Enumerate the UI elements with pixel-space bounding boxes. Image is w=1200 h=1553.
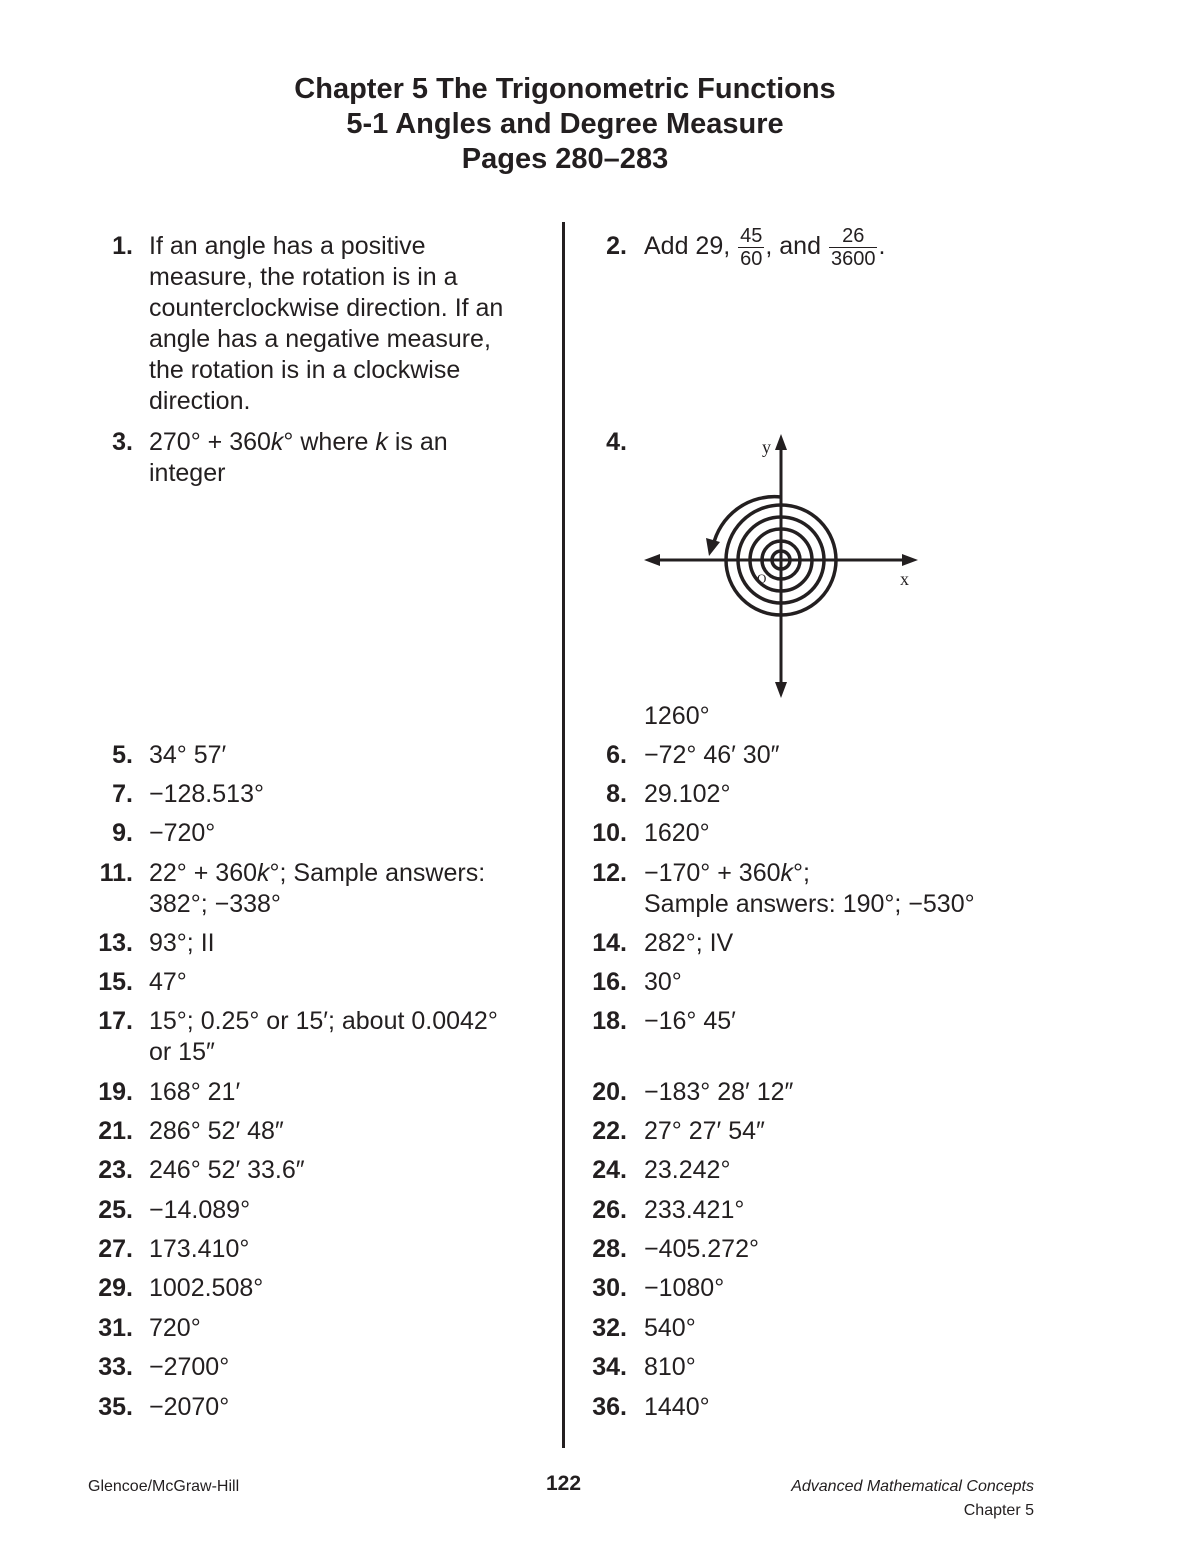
answer-text: Sample answers: 190°; −530°: [644, 890, 975, 918]
origin-label: O: [757, 571, 767, 586]
answer-number: 8.: [606, 780, 627, 808]
answer-number: 28.: [592, 1235, 627, 1263]
answer-text: −2700°: [149, 1353, 230, 1381]
x-axis-label: x: [900, 569, 909, 589]
answer-number: 4.: [606, 428, 627, 456]
answer-number: 27.: [98, 1235, 133, 1263]
answer-number: 35.: [98, 1393, 133, 1421]
answer-text: 1002.508°: [149, 1274, 264, 1302]
x-axis-right-arrow: [902, 554, 918, 566]
answer-number: 6.: [606, 741, 627, 769]
answer-text: 233.421°: [644, 1196, 745, 1224]
answer-number: 29.: [98, 1274, 133, 1302]
answer-text: If an angle has a positive: [149, 232, 426, 260]
answer-text: or 15″: [149, 1038, 215, 1066]
answer-text: 15°; 0.25° or 15′; about 0.0042°: [149, 1007, 498, 1035]
page-header: [0, 72, 1130, 177]
answer-text: direction.: [149, 387, 251, 415]
answer-text: 1620°: [644, 819, 710, 847]
answer-text: 27° 27′ 54″: [644, 1117, 765, 1145]
answer-number: 14.: [592, 929, 627, 957]
answer-text: 246° 52′ 33.6″: [149, 1156, 305, 1184]
answer-number: 21.: [98, 1117, 133, 1145]
answer-text: 173.410°: [149, 1235, 250, 1263]
answer-text: 34° 57′: [149, 741, 227, 769]
answer-number: 36.: [592, 1393, 627, 1421]
answer-text: 168° 21′: [149, 1078, 241, 1106]
answer-number: 33.: [98, 1353, 133, 1381]
answer-number: 12.: [592, 859, 627, 887]
answer-number: 19.: [98, 1078, 133, 1106]
answer-number: 15.: [98, 968, 133, 996]
answer-number: 26.: [592, 1196, 627, 1224]
rotation-arrowhead: [706, 538, 720, 556]
answer-number: 16.: [592, 968, 627, 996]
answer-text: 23.242°: [644, 1156, 731, 1184]
answer-text: 22° + 360k°; Sample answers:: [149, 859, 486, 887]
answer-text: angle has a negative measure,: [149, 325, 491, 353]
answer-number: 31.: [98, 1314, 133, 1342]
answer-number: 24.: [592, 1156, 627, 1184]
footer-publisher: Glencoe/McGraw-Hill: [88, 1478, 240, 1495]
answer-number: 34.: [592, 1353, 627, 1381]
answer-text: −128.513°: [149, 780, 264, 808]
answer-text: 720°: [149, 1314, 201, 1342]
answer-number: 3.: [112, 428, 133, 456]
column-divider: [562, 222, 565, 1448]
answer-text: 29.102°: [644, 780, 731, 808]
answer-text: −72° 46′ 30″: [644, 741, 780, 769]
chapter-title: Chapter 5 The Trigonometric Functions: [294, 73, 836, 105]
answer-text: 382°; −338°: [149, 890, 281, 918]
answer-number: 30.: [592, 1274, 627, 1302]
answer-text: 93°; II: [149, 929, 215, 957]
y-axis-label: y: [762, 437, 771, 457]
answer-text: −2070°: [149, 1393, 230, 1421]
answer-text: −1080°: [644, 1274, 725, 1302]
answer-number: 7.: [112, 780, 133, 808]
answer-text: 540°: [644, 1314, 696, 1342]
answer-text: −720°: [149, 819, 216, 847]
footer-book-title: Advanced Mathematical Concepts: [791, 1478, 1034, 1495]
y-axis-bottom-arrow: [775, 682, 787, 698]
answer-number: 2.: [606, 232, 627, 260]
answer-number: 32.: [592, 1314, 627, 1342]
answer-text: 282°; IV: [644, 929, 734, 957]
answer-text: 810°: [644, 1353, 696, 1381]
answer-text: 1440°: [644, 1393, 710, 1421]
answer-number: 18.: [592, 1007, 627, 1035]
answer-text: −170° + 360k°;: [644, 859, 810, 887]
answer-text: −405.272°: [644, 1235, 759, 1263]
answer-number: 5.: [112, 741, 133, 769]
answer-number: 13.: [98, 929, 133, 957]
pages-range: Pages 280–283: [461, 143, 669, 175]
answer-text: measure, the rotation is in a: [149, 263, 458, 291]
x-axis-left-arrow: [644, 554, 660, 566]
answer-text: counterclockwise direction. If an: [149, 294, 504, 322]
answer-text: −183° 28′ 12″: [644, 1078, 794, 1106]
answer-text: 1260°: [644, 702, 710, 730]
answer-number: 1.: [112, 232, 133, 260]
answer-text: the rotation is in a clockwise: [149, 356, 461, 384]
answer-text: Add 29, $\frac{45}{60}$ , and $\frac{26}{3600}$ .: [644, 224, 886, 270]
fraction: $\frac{45}{60}$: [740, 224, 763, 270]
answer-number: 25.: [98, 1196, 133, 1224]
answer-text: integer: [149, 459, 226, 487]
answer-number: 11.: [99, 859, 133, 887]
fraction: $\frac{26}{3600}$: [830, 224, 876, 270]
answer-text: 47°: [149, 968, 187, 996]
answer-number: 20.: [592, 1078, 627, 1106]
section-title: 5-1 Angles and Degree Measure: [346, 108, 784, 140]
answer-number: 17.: [98, 1007, 133, 1035]
answer-number: 22.: [592, 1117, 627, 1145]
answer-number: 23.: [98, 1156, 133, 1184]
answer-text: −16° 45′: [644, 1007, 736, 1035]
y-axis-top-arrow: [775, 434, 787, 450]
footer-chapter: Chapter 5: [963, 1502, 1034, 1519]
answer-text: −14.089°: [149, 1196, 251, 1224]
answer-number: 9.: [112, 819, 133, 847]
answer-text: 286° 52′ 48″: [149, 1117, 284, 1145]
answer-number: 10.: [592, 819, 627, 847]
answer-text: 30°: [644, 968, 682, 996]
answer-text: 270° + 360k° where k is an: [149, 428, 448, 456]
spiral-rotation-diagram: [636, 430, 926, 700]
footer-page-number: 122: [546, 1472, 582, 1495]
